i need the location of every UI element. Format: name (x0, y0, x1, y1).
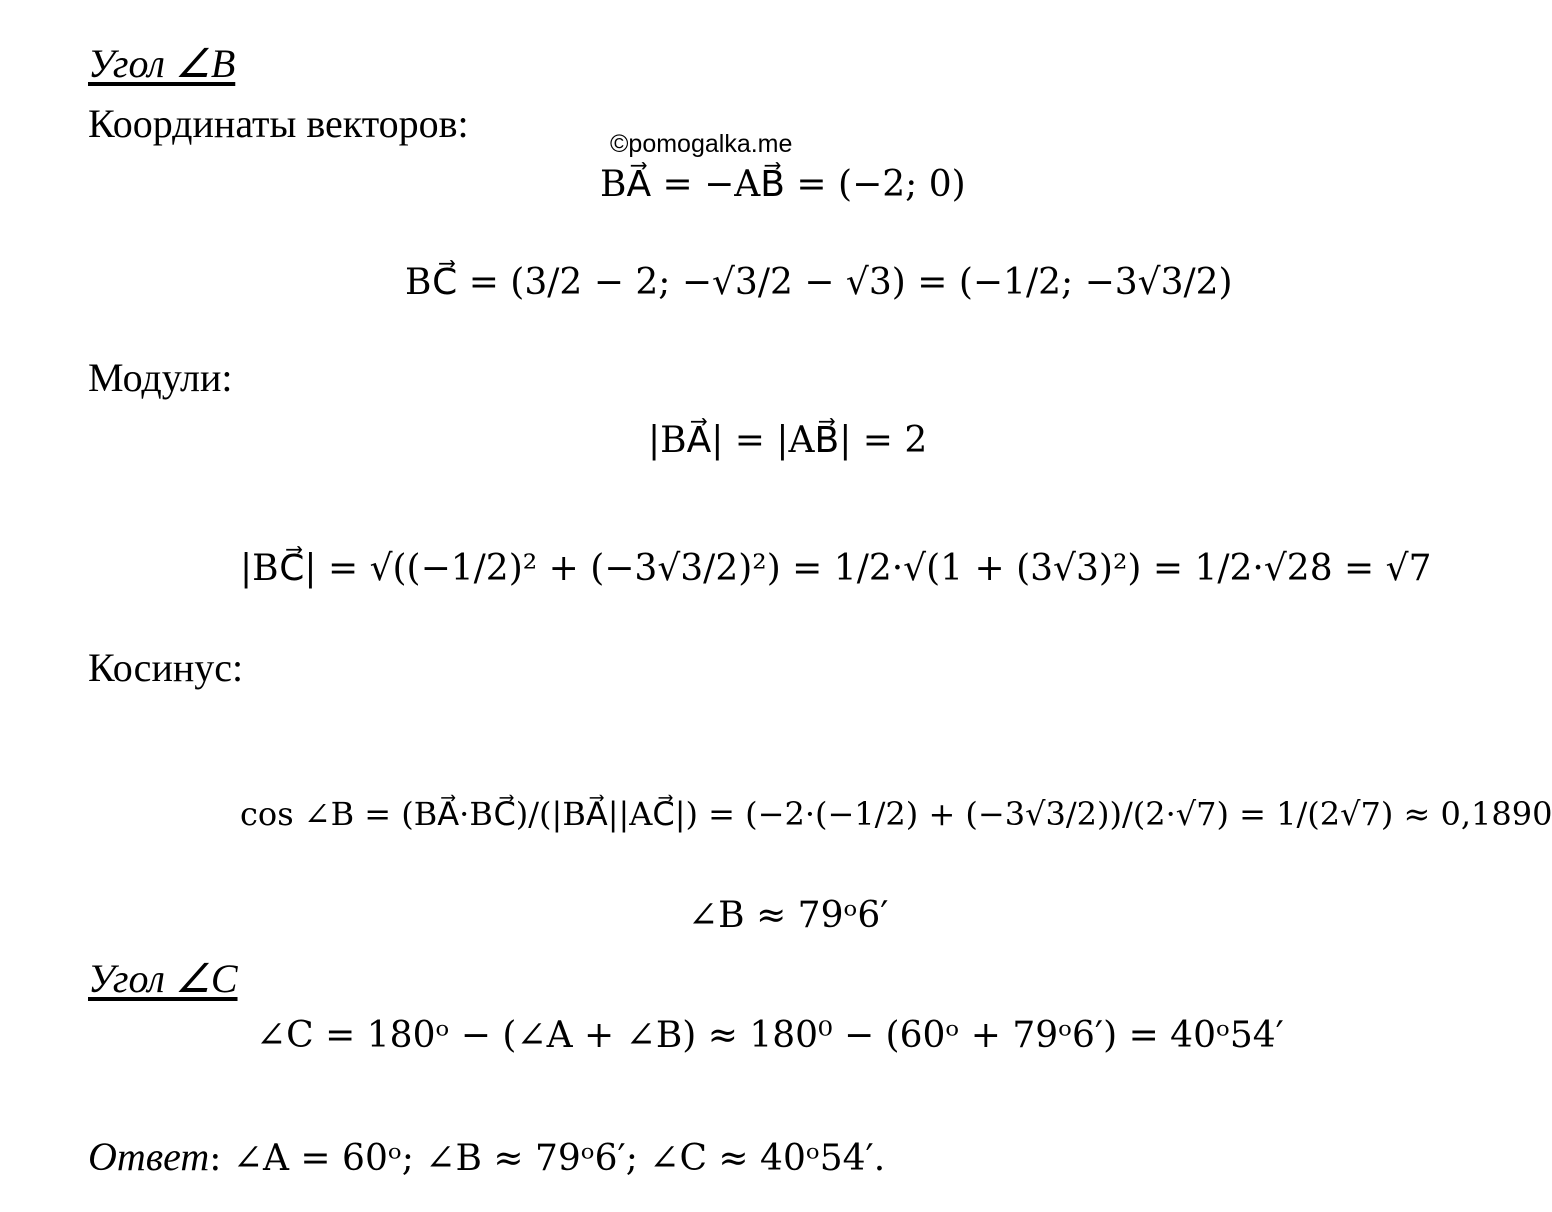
equation-modulus-bc: |BC⃗| = √((−1/2)² + (−3√3/2)²) = 1/2·√(1 + (3√3)²) = 1/2·√28 = √7 (240, 548, 1432, 589)
answer-line (88, 1133, 885, 1180)
moduli-label: Модули: (88, 355, 233, 400)
equation-angle-b: ∠B ≈ 79ᵒ6′ (688, 895, 889, 936)
vector-coords-label: Координаты векторов: (88, 101, 469, 146)
equation-angle-c: ∠C = 180ᵒ − (∠A + ∠B) ≈ 180⁰ − (60ᵒ + 79ᵒ6′) = 40ᵒ54′ (256, 1015, 1284, 1056)
cosine-label: Косинус: (88, 645, 244, 690)
angle-c-heading: Угол ∠C (88, 956, 238, 1001)
angle-b-heading: Угол ∠B (88, 41, 236, 86)
equation-ba: BA⃗ = −AB⃗ = (−2; 0) (600, 164, 966, 205)
answer-text: : ∠A = 60ᵒ; ∠B ≈ 79ᵒ6′; ∠C ≈ 40ᵒ54′. (209, 1138, 886, 1179)
equation-bc: BC⃗ = (3/2 − 2; −√3/2 − √3) = (−1/2; −3√3/2) (405, 262, 1233, 303)
equation-modulus-ba: |BA⃗| = |AB⃗| = 2 (648, 420, 928, 461)
answer-title: Ответ (88, 1134, 210, 1179)
watermark: ©pomogalka.me (610, 130, 793, 158)
equation-cosine: cos ∠B = (BA⃗·BC⃗)/(|BA⃗||AC⃗|) = (−2·(−1/2) + (−3√3/2))/(2·√7) = 1/(2√7) ≈ 0,1890 (240, 795, 1552, 833)
